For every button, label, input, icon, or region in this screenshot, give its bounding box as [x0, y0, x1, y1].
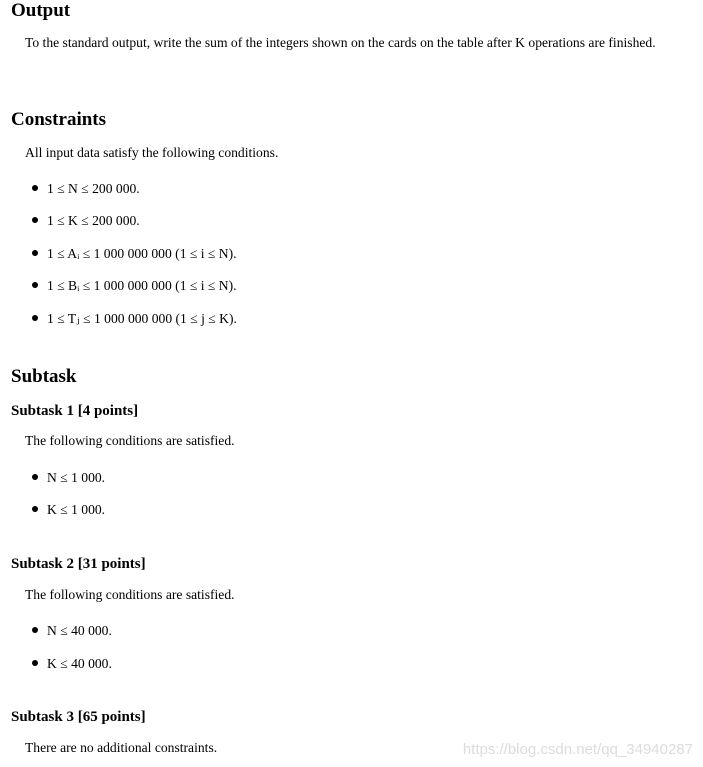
- bullet-icon: [32, 506, 38, 512]
- constraint-item: [32, 245, 237, 263]
- constraint-text: 1 ≤ N ≤ 200 000.: [47, 181, 140, 196]
- subtask-2-intro: The following conditions are satisfied.: [25, 587, 235, 602]
- constraint-item: [32, 212, 140, 230]
- output-paragraph: [11, 32, 669, 53]
- subtask-2-title: Subtask 2 [31 points]: [11, 556, 146, 572]
- bullet-icon: [32, 627, 38, 633]
- constraints-intro: All input data satisfy the following conditions.: [25, 145, 279, 160]
- bullet-icon: [32, 185, 38, 191]
- bullet-icon: [32, 315, 38, 321]
- constraint-item: [32, 277, 237, 295]
- subtask-item-text: K ≤ 40 000.: [47, 656, 112, 671]
- subtask-item: [32, 501, 105, 519]
- subtask-item-text: N ≤ 1 000.: [47, 470, 106, 485]
- subtask-item-text: N ≤ 40 000.: [47, 623, 112, 638]
- output-heading: Output: [11, 0, 71, 21]
- subtask-item: [32, 622, 112, 640]
- constraint-text: 1 ≤ Tⱼ ≤ 1 000 000 000 (1 ≤ j ≤ K).: [47, 311, 237, 326]
- bullet-icon: [32, 250, 38, 256]
- constraint-item: [32, 310, 237, 328]
- constraint-item: [32, 180, 140, 198]
- subtask-1-intro: The following conditions are satisfied.: [25, 433, 235, 448]
- bullet-icon: [32, 474, 38, 480]
- watermark: https://blog.csdn.net/qq_34940287: [462, 741, 693, 758]
- constraint-text: 1 ≤ Aᵢ ≤ 1 000 000 000 (1 ≤ i ≤ N).: [47, 246, 237, 261]
- output-text: To the standard output, write the sum of the integers shown on the cards on the table after K operations are finished.: [25, 35, 656, 50]
- subtask-3-intro: There are no additional constraints.: [25, 740, 218, 755]
- constraint-text: 1 ≤ Bᵢ ≤ 1 000 000 000 (1 ≤ i ≤ N).: [47, 278, 237, 293]
- subtask-item-text: K ≤ 1 000.: [47, 502, 106, 517]
- bullet-icon: [32, 660, 38, 666]
- bullet-icon: [32, 217, 38, 223]
- subtask-item: [32, 469, 105, 487]
- subtask-1-title: Subtask 1 [4 points]: [11, 403, 139, 419]
- subtask-item: [32, 655, 112, 673]
- constraints-heading: Constraints: [11, 109, 107, 130]
- constraint-text: 1 ≤ K ≤ 200 000.: [47, 213, 140, 228]
- subtask-heading: Subtask: [11, 366, 77, 387]
- bullet-icon: [32, 282, 38, 288]
- subtask-3-title: Subtask 3 [65 points]: [11, 709, 146, 725]
